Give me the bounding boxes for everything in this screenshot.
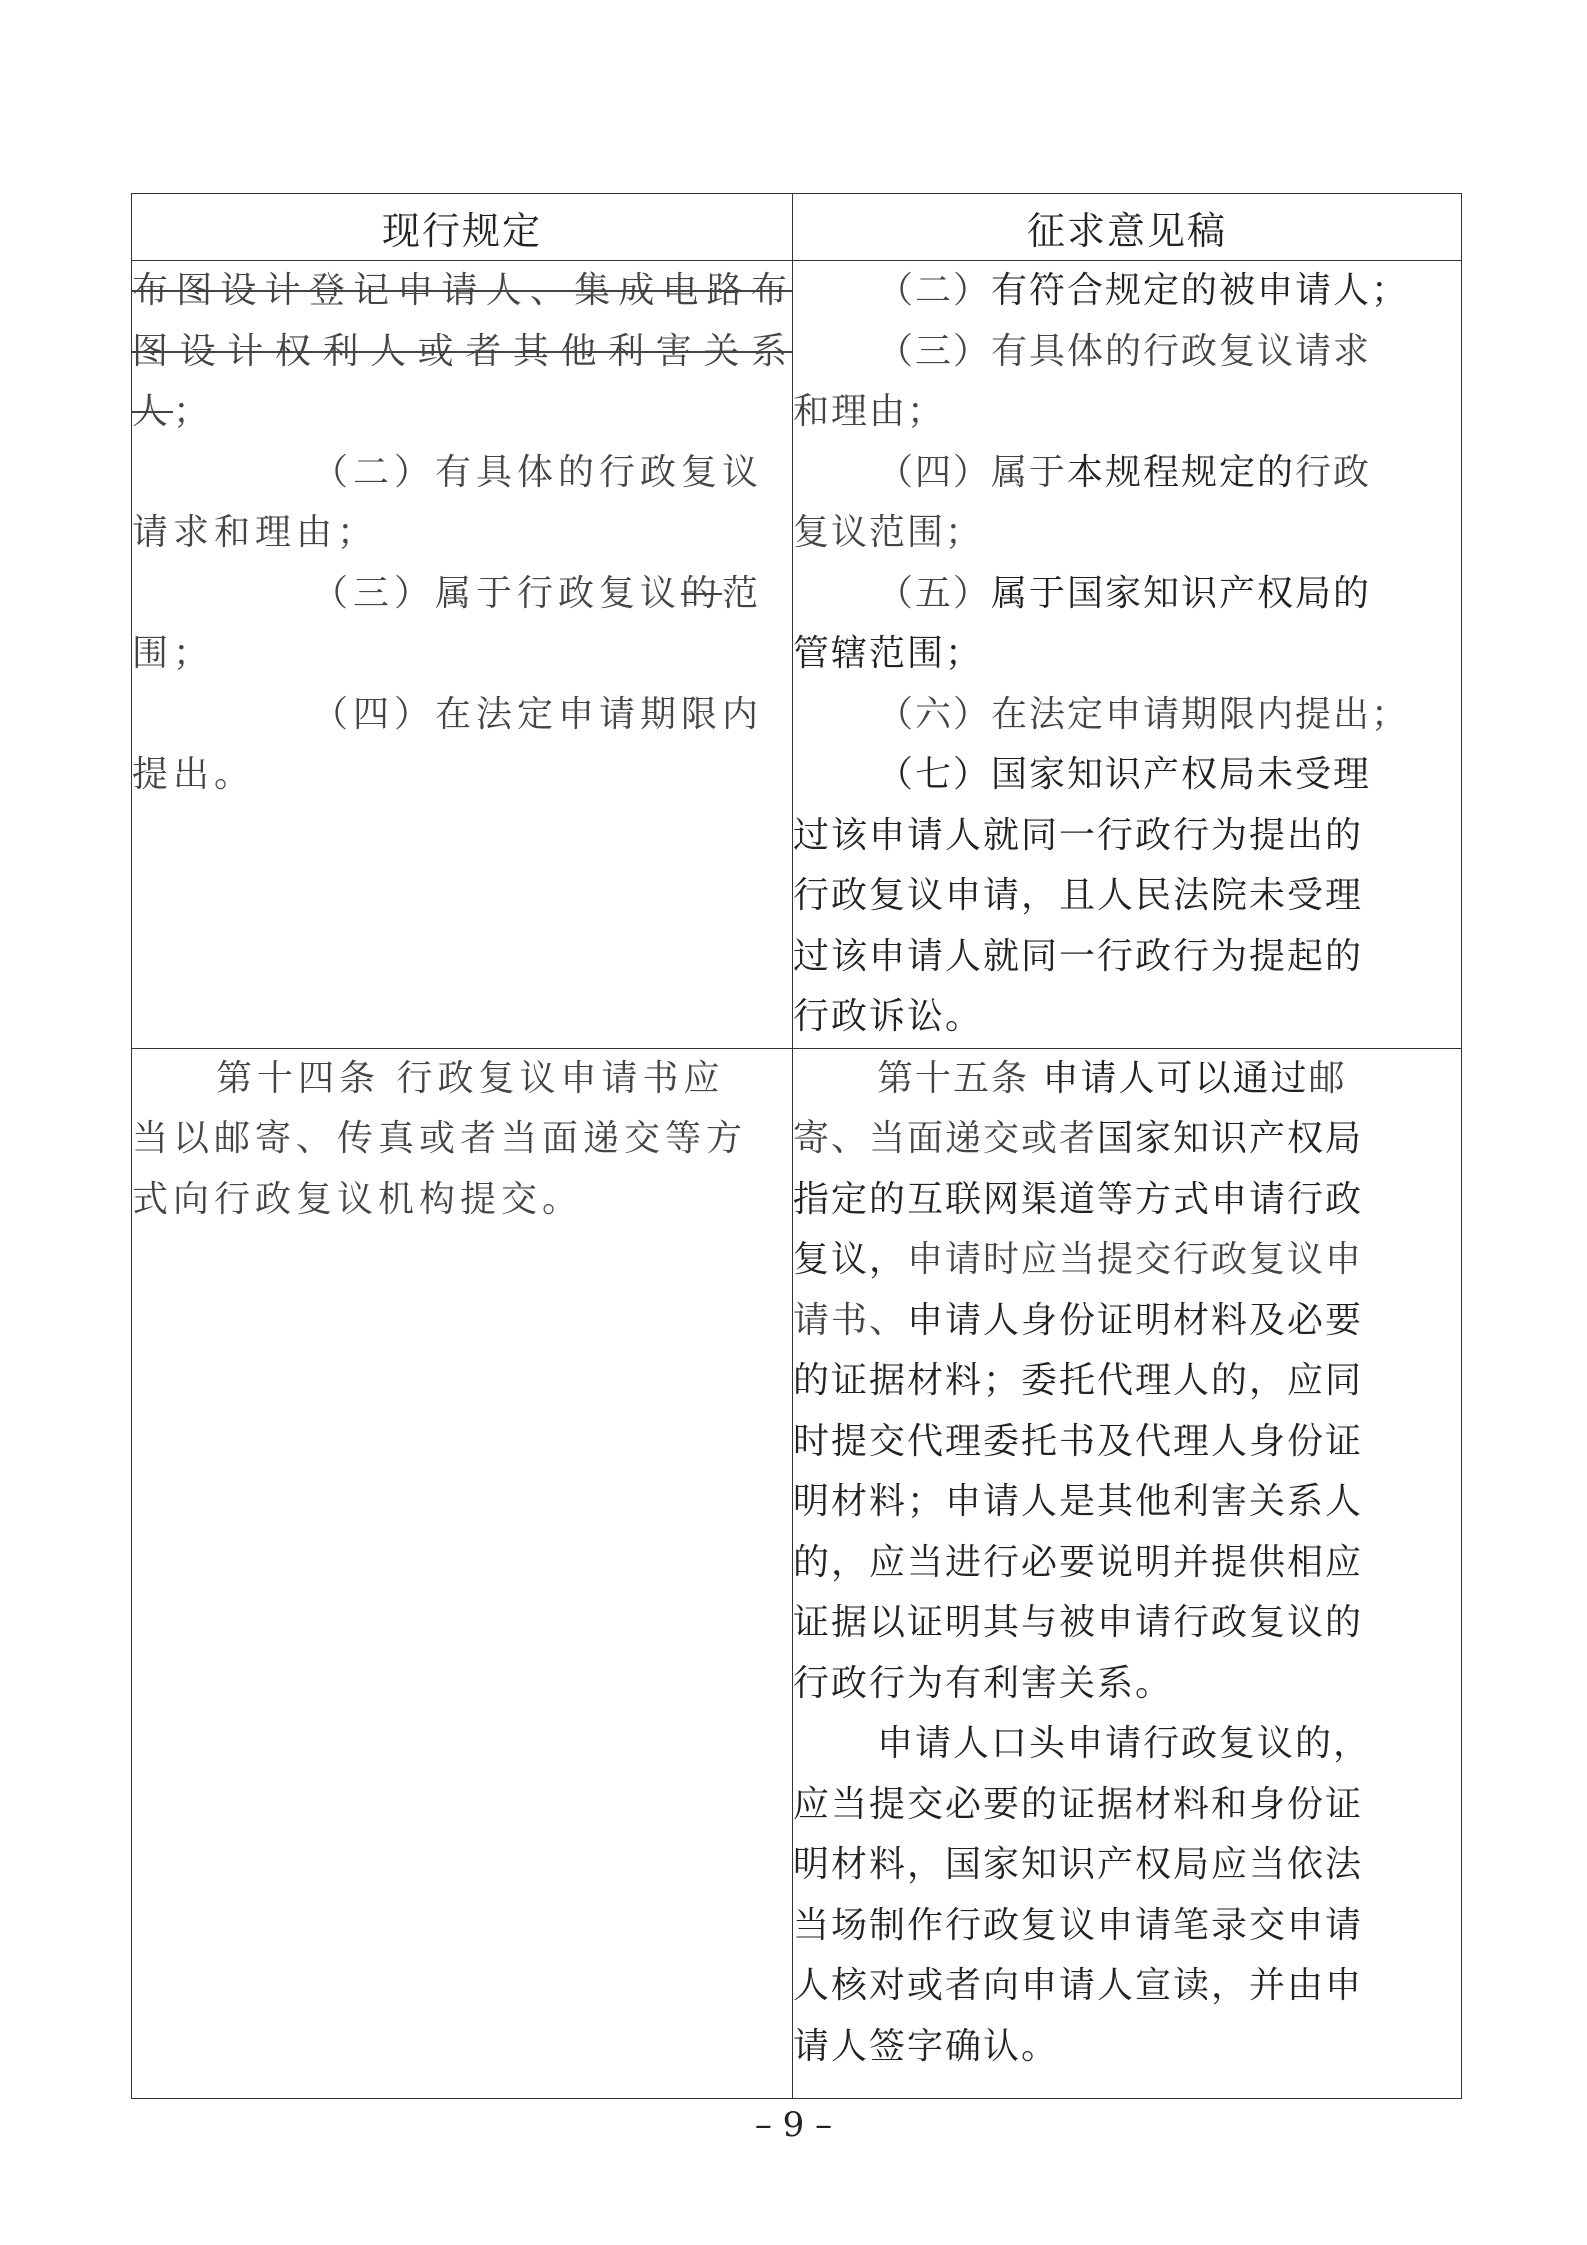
text-line bbox=[793, 564, 1461, 625]
added-text: 复议， bbox=[793, 1239, 908, 1280]
deleted-text-line: 图设计权利人或者其他利害关系 bbox=[132, 330, 792, 372]
added-text: 申请人可以通过 bbox=[1042, 1057, 1309, 1099]
added-text-line: 人核对或者向申请人宣读，并由申 bbox=[793, 1965, 1364, 2006]
added-text-line: 行政行为有利害关系。 bbox=[793, 1662, 1174, 1704]
text-fragment: （四）属于 bbox=[877, 451, 1068, 493]
article-15-line bbox=[793, 1049, 1461, 1110]
text-line bbox=[793, 1230, 1461, 1291]
text-fragment: 第十五条 bbox=[877, 1057, 1043, 1099]
page-number: – 9 – bbox=[754, 2105, 833, 2145]
draft-cell bbox=[793, 1048, 1462, 2098]
added-text-line: 的，应当进行必要说明并提供相应 bbox=[793, 1541, 1364, 1583]
added-text-line: 指定的互联网渠道等方式申请行政 bbox=[793, 1178, 1364, 1220]
text-line bbox=[132, 564, 792, 625]
text-fragment: 邮 bbox=[1308, 1057, 1347, 1099]
text-line: 复议范围； bbox=[793, 512, 984, 553]
added-text: 本规程规定的 bbox=[1067, 451, 1296, 493]
text-fragment: （五） bbox=[877, 572, 992, 614]
article-14-line: 第十四条 行政复议申请书应 bbox=[216, 1057, 725, 1099]
added-text-line: 过该申请人就同一行政行为提出的 bbox=[793, 814, 1364, 856]
deleted-text: 的 bbox=[681, 572, 723, 614]
text-fragment: 范 bbox=[722, 572, 764, 614]
text-fragment: 寄、当面递交或者 bbox=[793, 1118, 1098, 1159]
text-line: （二）有具体的行政复议 bbox=[312, 451, 764, 493]
text-line: 提出。 bbox=[132, 754, 256, 795]
draft-cell bbox=[793, 261, 1462, 1049]
header-current-rules: 现行规定 bbox=[132, 194, 793, 261]
text-line bbox=[132, 382, 792, 443]
text-line bbox=[793, 1109, 1461, 1170]
added-text: 国家知识产权局 bbox=[1097, 1118, 1364, 1159]
added-text-line: 当场制作行政复议申请笔录交申请 bbox=[793, 1904, 1364, 1946]
text-line: （四）在法定申请期限内 bbox=[312, 693, 764, 735]
text-fragment: （二） bbox=[877, 270, 992, 311]
text-fragment: 申请时应当提交行政复议申 bbox=[907, 1239, 1364, 1280]
text-fragment: （三）属于行政复议 bbox=[312, 572, 682, 614]
text-line bbox=[793, 1291, 1461, 1352]
current-rule-cell bbox=[132, 261, 793, 1049]
added-text-line: （七）国家知识产权局未受理 bbox=[877, 754, 1372, 795]
text-line: 式向行政复议机构提交。 bbox=[132, 1178, 584, 1220]
text-line bbox=[793, 443, 1461, 504]
comparison-table bbox=[131, 193, 1462, 2099]
table-row bbox=[132, 261, 1462, 1049]
added-text-line: 应当提交必要的证据材料和身份证 bbox=[793, 1783, 1364, 1825]
added-text-line: 行政诉讼。 bbox=[793, 996, 984, 1037]
added-text: 申请人身份证明材料及必要 bbox=[907, 1299, 1364, 1341]
table-header-row bbox=[132, 194, 1462, 261]
added-text-line: 明材料；申请人是其他利害关系人 bbox=[793, 1481, 1364, 1522]
added-text: 属于国家知识产权局的 bbox=[991, 572, 1372, 614]
text-line: 和理由； bbox=[793, 391, 946, 432]
text-fragment: ； bbox=[173, 391, 215, 432]
text-fragment: 请书、 bbox=[793, 1299, 908, 1341]
text-line: 围； bbox=[132, 633, 215, 674]
added-text-line: 证据以证明其与被申请行政复议的 bbox=[793, 1602, 1364, 1643]
text-line: （三）有具体的行政复议请求 bbox=[877, 330, 1372, 372]
added-text-line: 请人签字确认。 bbox=[793, 2025, 1060, 2067]
header-draft: 征求意见稿 bbox=[793, 194, 1462, 261]
added-text-line: 明材料，国家知识产权局应当依法 bbox=[793, 1844, 1364, 1885]
text-line bbox=[793, 261, 1461, 322]
added-text-line: 申请人口头申请行政复议的， bbox=[877, 1723, 1372, 1764]
table-row bbox=[132, 1048, 1462, 2098]
added-text: 有符合规定的被申请人； bbox=[991, 270, 1410, 311]
text-line: （六）在法定申请期限内提出； bbox=[877, 693, 1410, 735]
deleted-text: 人 bbox=[132, 391, 174, 432]
added-text-line: 管辖范围； bbox=[793, 633, 984, 674]
text-line: 当以邮寄、传真或者当面递交等方 bbox=[132, 1118, 748, 1159]
added-text-line: 的证据材料；委托代理人的，应同 bbox=[793, 1360, 1364, 1401]
current-rule-cell bbox=[132, 1048, 793, 2098]
added-text-line: 行政复议申请，且人民法院未受理 bbox=[793, 875, 1364, 916]
added-text-line: 过该申请人就同一行政行为提起的 bbox=[793, 935, 1364, 977]
added-text-line: 时提交代理委托书及代理人身份证 bbox=[793, 1420, 1364, 1462]
text-fragment: 行政 bbox=[1295, 451, 1372, 493]
deleted-text-line: 布图设计登记申请人、集成电路布 bbox=[132, 270, 792, 311]
text-line: 请求和理由； bbox=[132, 512, 379, 553]
